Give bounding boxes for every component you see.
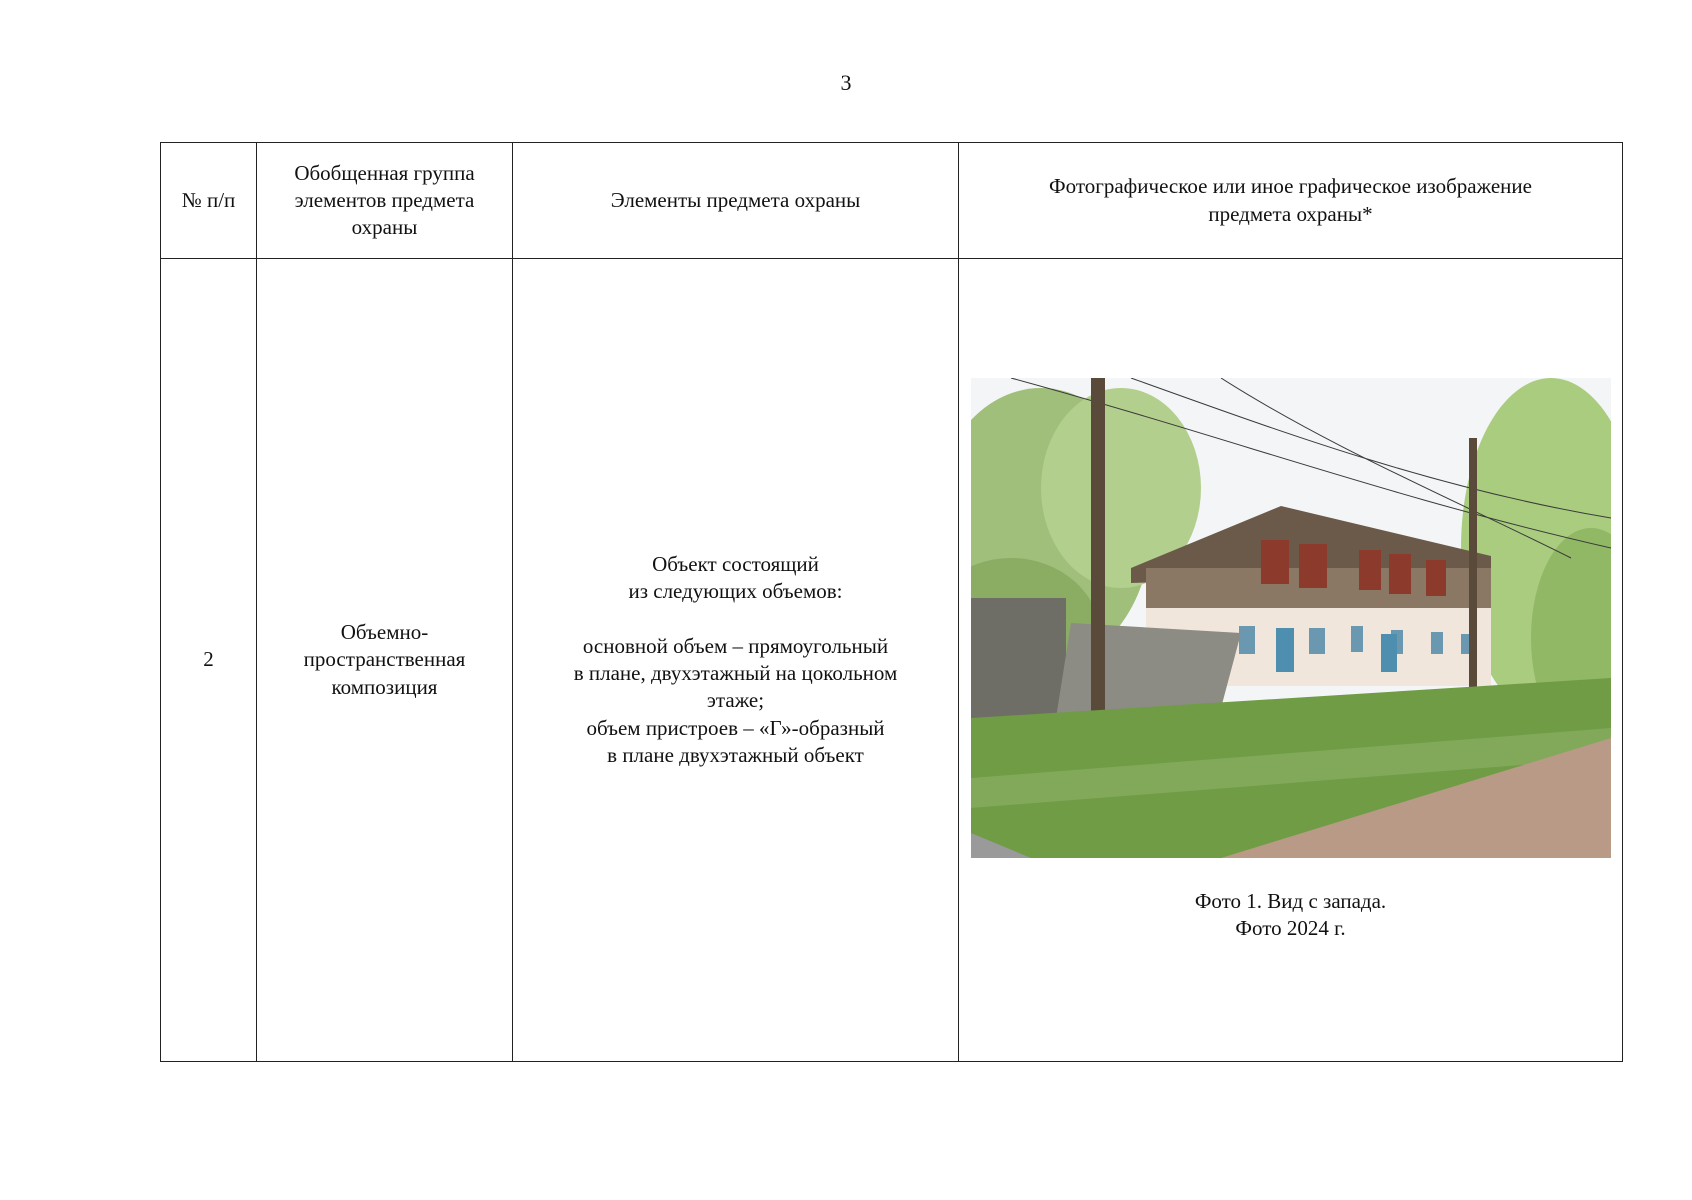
header-group: Обобщенная группа элементов предмета охраны (257, 143, 513, 259)
row-group: Объемно- пространственная композиция (257, 259, 513, 1062)
table-header-row (161, 143, 1623, 259)
header-number: № п/п (161, 143, 257, 259)
page-number: 3 (840, 70, 852, 95)
photo-block (971, 378, 1610, 943)
header-elements: Элементы предмета охраны (513, 143, 959, 259)
building-photo (971, 378, 1611, 858)
photo-caption: Фото 1. Вид с запада. Фото 2024 г. (1194, 888, 1387, 940)
protection-table (160, 142, 1623, 1062)
row-elements: Объект состоящий из следующих объемов: основной объем – прямоугольный в плане, двухэтажный на цокольном этаже; объем пристроев – «Г»-образный в плане двухэтажный объект (513, 259, 959, 1062)
table-row (161, 259, 1623, 1062)
row-image-cell (959, 259, 1623, 1062)
header-image: Фотографическое или иное графическое изображение предмета охраны* (959, 143, 1623, 259)
row-number: 2 (161, 259, 257, 1062)
